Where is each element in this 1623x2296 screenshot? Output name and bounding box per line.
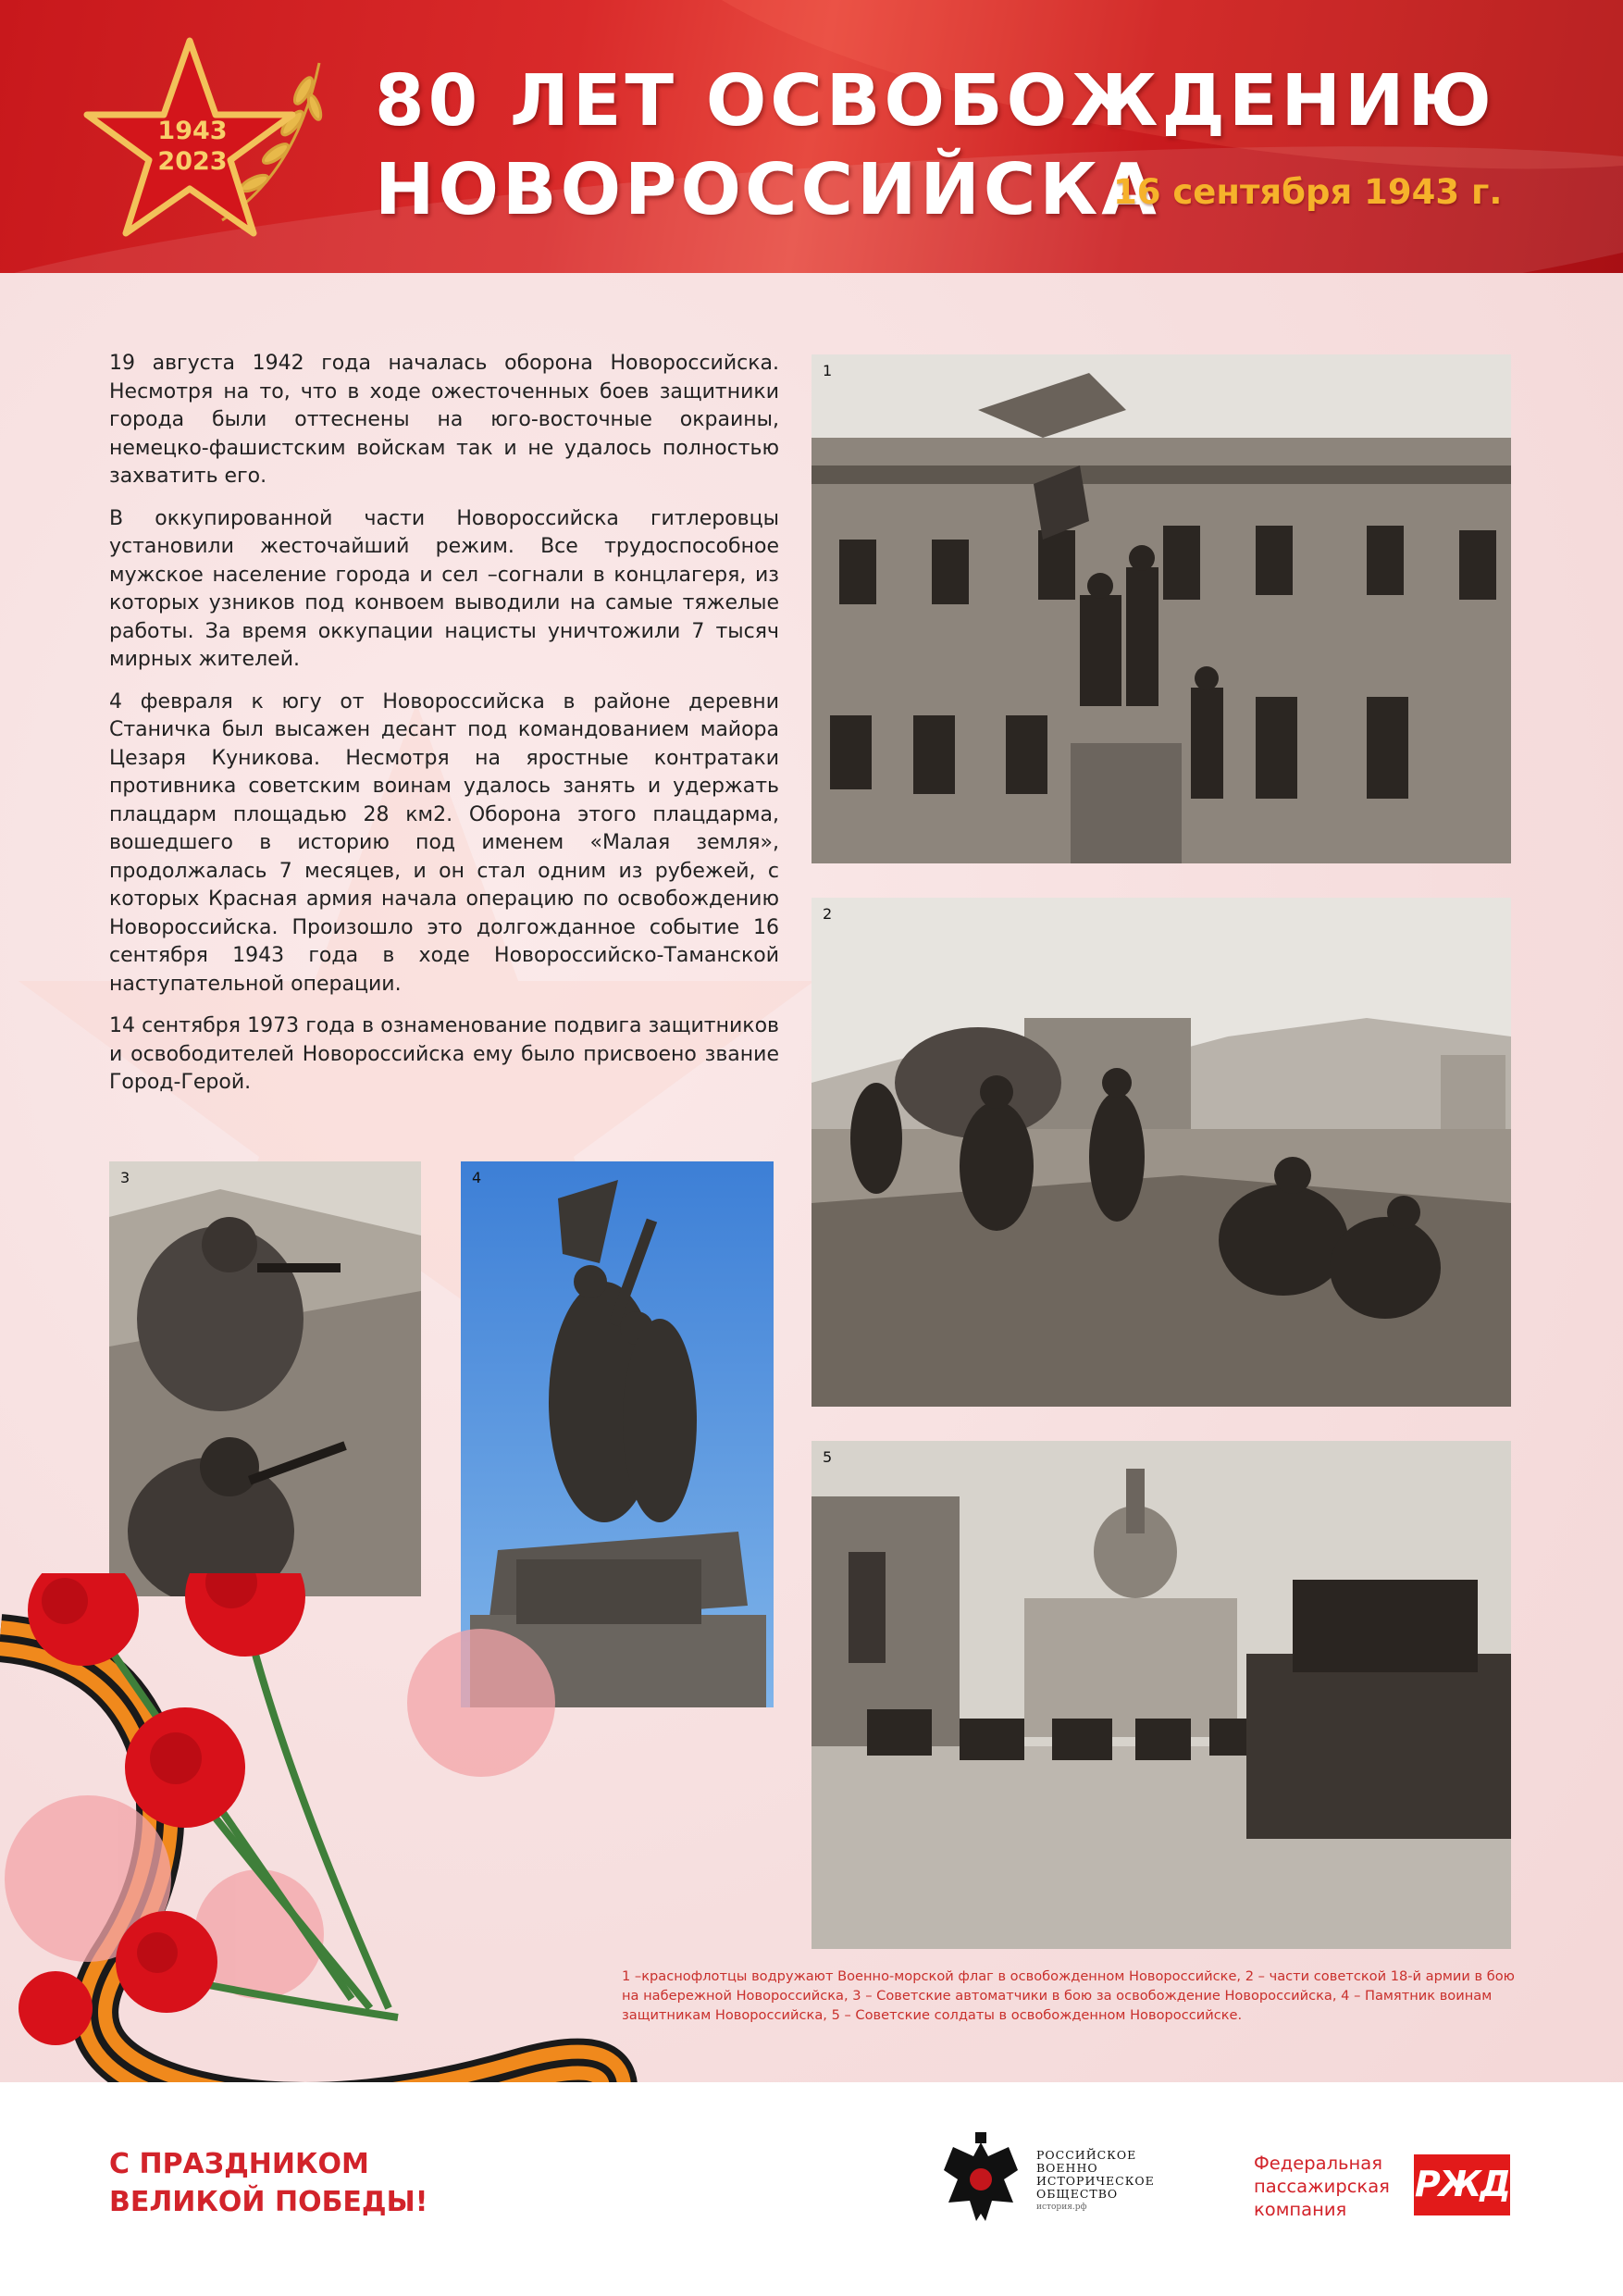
fpk-line-1: Федеральная: [1254, 2153, 1382, 2174]
liberation-date: 16 сентября 1943 г.: [1113, 172, 1503, 212]
badge-year-start: 1943: [157, 117, 228, 145]
rvio-line-4: ОБЩЕСТВО: [1036, 2187, 1119, 2201]
victory-greeting: [109, 2145, 427, 2221]
rvio-line-1: РОССИЙСКОЕ: [1036, 2148, 1137, 2162]
paragraph-1: 19 августа 1942 года началась оборона Новороссийска. Несмотря на то, что в ходе ожесточенных боев защитники города были оттеснены на юго-восточные окраины, немецко-фашистским войскам так и не удалось полностью захватить его.: [109, 352, 779, 488]
photo-2-battle-embankment: [812, 898, 1511, 1407]
photo-5-number: 5: [823, 1448, 833, 1466]
rvio-site[interactable]: история.рф: [1036, 2203, 1087, 2212]
history-text: [109, 350, 779, 1111]
rzd-logo-text: РЖД: [1414, 2164, 1510, 2204]
photo-3-submachine-gunners: [109, 1161, 421, 1596]
fpk-line-3: компания: [1254, 2199, 1347, 2220]
photo-4-number: 4: [472, 1169, 482, 1186]
paragraph-3: 4 февраля к югу от Новороссийска в районе деревни Станичка был высажен десант под командованием майора Цезаря Куникова. Несмотря на яростные контратаки противника советским воинам удалось занять и удержать плацдарм площадью 28 км2. Оборона этого плацдарма, вошедшего в историю под именем «Малая земля», продолжалась 7 месяцев, и он стал одним из рубежей, с которых Красная армия начала операцию по освобождению Новороссийска. Произошло это долгожданное событие 16 сентября 1943 года в ходе Новороссийско-Таманской наступательной операции.: [109, 689, 779, 996]
photo-captions: 1 –краснофлотцы водружают Военно-морской флаг в освобожденном Новороссийске, 2 – части советской 18-й армии в бою на набережной Новороссийска, 3 – Советские автоматчики в бою за освобождение Новороссийска, 4 – Памятник воинам защитникам Новороссийска, 5 – Советские солдаты в освобожденном Новороссийске.: [622, 1968, 1515, 2023]
rvio-line-2: ВОЕННО: [1036, 2161, 1098, 2175]
title-line-2: НОВОРОССИЙСКА: [375, 149, 1160, 231]
badge-year-end: 2023: [157, 147, 228, 176]
photo-3-image: [109, 1161, 421, 1596]
rvio-logo[interactable]: [935, 2128, 1155, 2240]
photo-1-flag-raising: [812, 354, 1511, 863]
photo-1-number: 1: [823, 362, 833, 379]
rzd-logo[interactable]: [1414, 2154, 1510, 2215]
greeting-line-1: С ПРАЗДНИКОМ: [109, 2148, 369, 2180]
photo-2-number: 2: [823, 905, 833, 923]
paragraph-2: В оккупированной части Новороссийска гитлеровцы установили жесточайший режим. Все трудоспособное мужское население города и сел –согнали в концлагеря, из которых узников под конвоем выводили на самые тяжелые работы. За время оккупации нацисты уничтожили 7 тысяч мирных жителей.: [109, 506, 779, 671]
title-line-1: 80 ЛЕТ ОСВОБОЖДЕНИЮ: [375, 60, 1495, 143]
photo-1-image: [812, 354, 1511, 863]
fpk-line-2: пассажирская: [1254, 2176, 1390, 2197]
rvio-text: [1036, 2149, 1155, 2214]
paragraph-4: 14 сентября 1973 года в ознаменование подвига защитников и освободителей Новороссийска ему было присвоено звание Город-Герой.: [109, 1014, 779, 1094]
anniversary-star-badge: [83, 35, 324, 248]
fpk-logo-text: [1254, 2152, 1390, 2221]
photo-2-image: [812, 898, 1511, 1407]
photo-3-number: 3: [120, 1169, 130, 1186]
double-headed-eagle-icon: [935, 2128, 1027, 2230]
rvio-line-3: ИСТОРИЧЕСКОЕ: [1036, 2174, 1155, 2188]
greeting-line-2: ВЕЛИКОЙ ПОБЕДЫ!: [109, 2186, 428, 2218]
